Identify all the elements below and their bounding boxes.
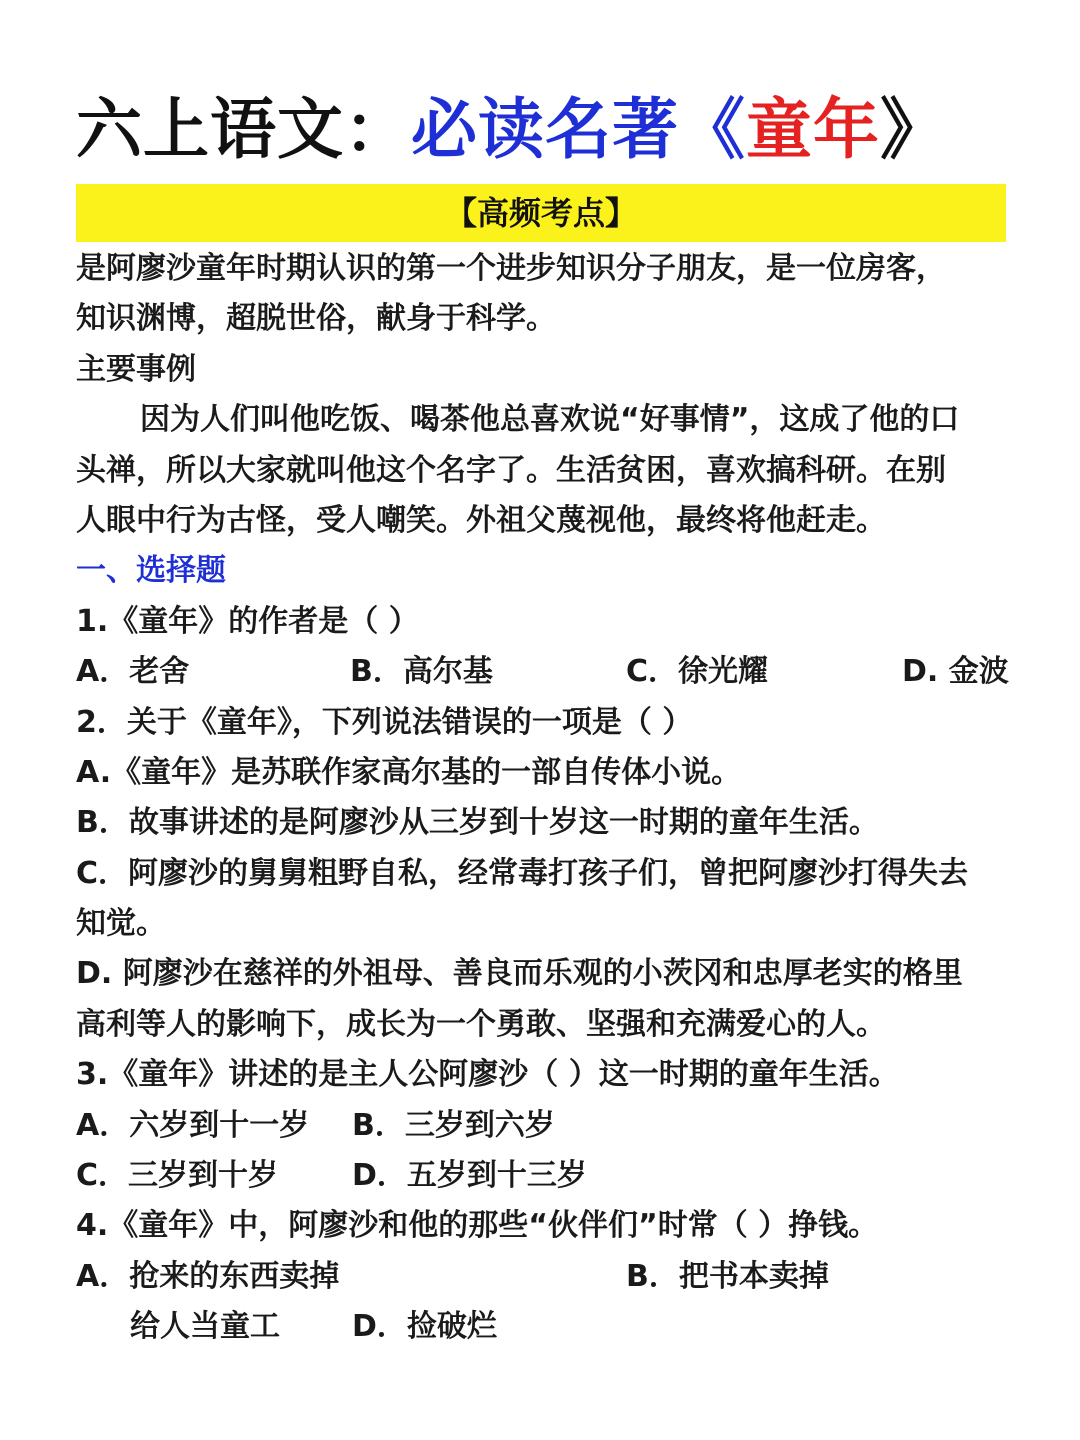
q1-options xyxy=(76,647,1016,697)
q4-option-b: B．把书本卖掉 xyxy=(626,1258,829,1294)
q3-option-a: A．六岁到十一岁 xyxy=(76,1107,310,1143)
q1-option-a: A．老舍 xyxy=(76,654,190,690)
q2-option-c: C．阿廖沙的舅舅粗野自私，经常毒打孩子们，曾把阿廖沙打得失去 xyxy=(76,855,969,891)
events-line: 头禅，所以大家就叫他这个名字了。生活贫困，喜欢搞科研。在别 xyxy=(76,452,946,488)
q1-option-b: B．高尔基 xyxy=(350,654,493,690)
q1-option-c: C．徐光耀 xyxy=(626,654,769,690)
q2-option-d-cont: 高利等人的影响下，成长为一个勇敢、坚强和充满爱心的人。 xyxy=(76,1006,886,1042)
q4-question: 4.《童年》中，阿廖沙和他的那些“伙伴们”时常（ ）挣钱。 xyxy=(76,1208,879,1244)
q3-options-row xyxy=(76,1151,1016,1201)
document-body xyxy=(76,244,1016,1353)
q3-option-d: D．五岁到十三岁 xyxy=(352,1158,587,1194)
q4-option-a: A．抢来的东西卖掉 xyxy=(76,1258,340,1294)
section-title: 一、选择题 xyxy=(76,553,226,589)
q4-options-row xyxy=(76,1302,1016,1352)
q2-question: 2．关于《童年》，下列说法错误的一项是（ ） xyxy=(76,704,693,740)
title-suffix: 》 xyxy=(880,91,947,168)
title-middle: 必读名著《 xyxy=(411,91,746,168)
title-book-name: 童年 xyxy=(746,91,880,168)
key-points-banner: 【高频考点】 xyxy=(76,184,1006,242)
q2-option-c-cont: 知觉。 xyxy=(76,906,166,942)
intro-line: 是阿廖沙童年时期认识的第一个进步知识分子朋友，是一位房客， xyxy=(76,251,946,286)
q2-option-b: B．故事讲述的是阿廖沙从三岁到十岁这一时期的童年生活。 xyxy=(76,805,879,841)
intro-line: 知识渊博，超脱世俗，献身于科学。 xyxy=(76,301,556,337)
events-line: 因为人们叫他吃饭、喝茶他总喜欢说“好事情”，这成了他的口 xyxy=(140,402,960,438)
title-prefix: 六上语文： xyxy=(76,91,411,168)
events-heading: 主要事例 xyxy=(76,351,196,387)
q3-option-c: C．三岁到十岁 xyxy=(76,1158,279,1194)
q1-question: 1.《童年》的作者是（ ） xyxy=(76,603,419,639)
q1-option-d: D. 金波 xyxy=(902,654,1009,690)
events-line: 人眼中行为古怪，受人嘲笑。外祖父蔑视他，最终将他赶走。 xyxy=(76,502,886,538)
q2-option-d: D. 阿廖沙在慈祥的外祖母、善良而乐观的小茨冈和忠厚老实的格里 xyxy=(76,956,963,992)
q3-question: 3.《童年》讲述的是主人公阿廖沙（ ）这一时期的童年生活。 xyxy=(76,1057,899,1093)
q4-option-c: 给人当童工 xyxy=(130,1309,280,1345)
q4-options-row xyxy=(76,1252,1016,1302)
q3-options-row xyxy=(76,1101,1016,1151)
q2-option-a: A.《童年》是苏联作家高尔基的一部自传体小说。 xyxy=(76,754,742,790)
q4-option-d: D．捡破烂 xyxy=(352,1309,497,1345)
page-title xyxy=(76,82,1036,178)
q3-option-b: B．三岁到六岁 xyxy=(352,1107,555,1143)
